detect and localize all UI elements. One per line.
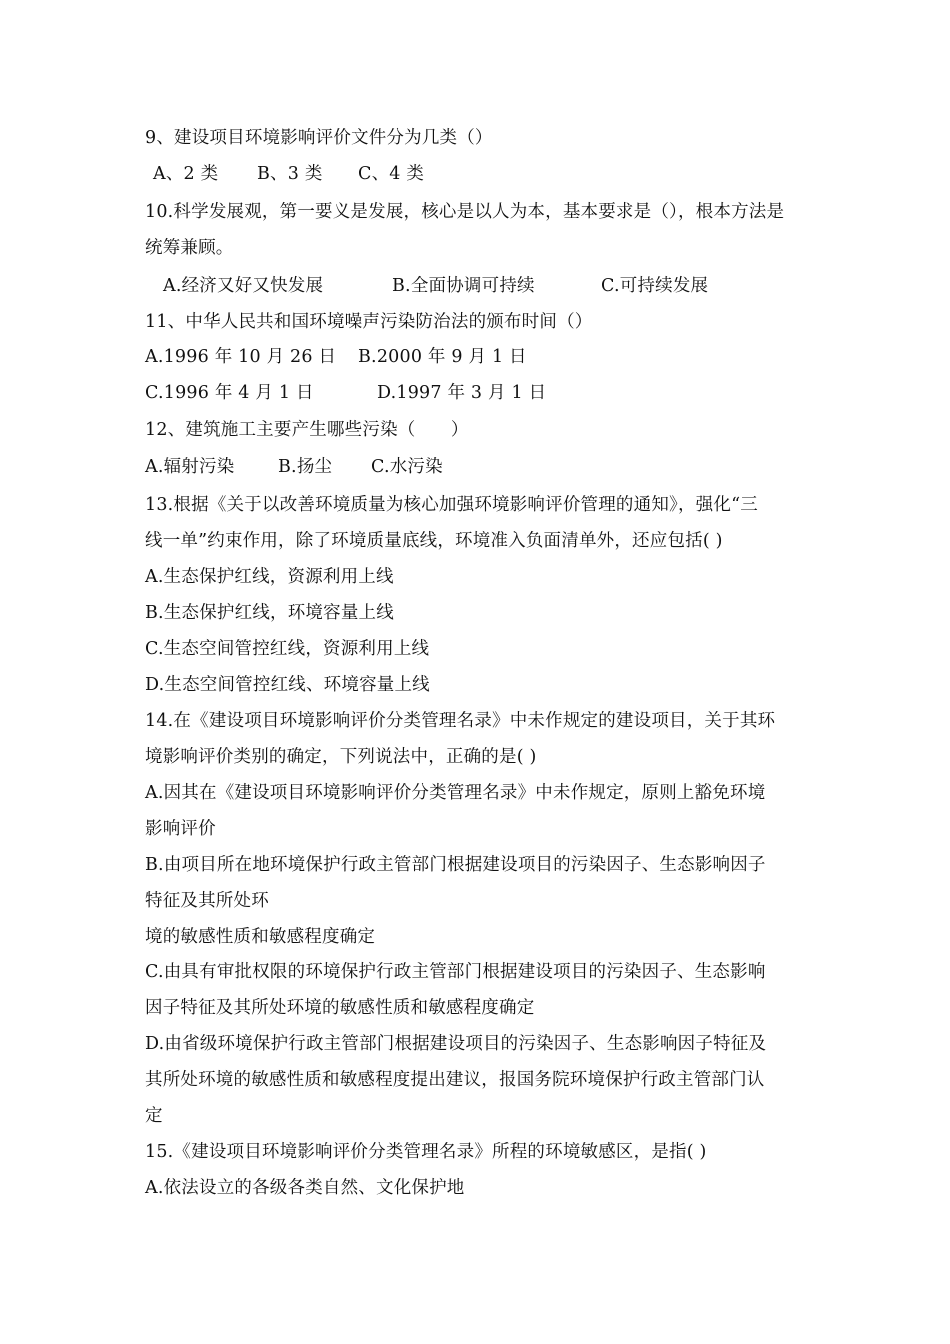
question-14-option-d-line-2: 其所处环境的敏感性质和敏感程度提出建议，报国务院环境保护行政主管部门认 bbox=[145, 1070, 765, 1090]
question-10-text-line-1: 10.科学发展观，第一要义是发展，核心是以人为本，基本要求是（），根本方法是 bbox=[145, 202, 785, 222]
question-13-option-c: C.生态空间管控红线，资源利用上线 bbox=[145, 639, 430, 659]
question-13-option-b: B.生态保护红线，环境容量上线 bbox=[145, 603, 394, 623]
question-9-text: 9、建设项目环境影响评价文件分为几类（） bbox=[145, 128, 493, 148]
question-12-text: 12、建筑施工主要产生哪些污染（ ） bbox=[145, 420, 469, 440]
question-13-option-d: D.生态空间管控红线、环境容量上线 bbox=[145, 675, 430, 695]
question-13-text-line-2: 线一单”约束作用，除了环境质量底线，环境准入负面清单外，还应包括( ) bbox=[145, 531, 723, 551]
question-14-text-line-2: 境影响评价类别的确定，下列说法中，正确的是( ) bbox=[145, 747, 537, 767]
question-14-option-b-line-3: 境的敏感性质和敏感程度确定 bbox=[145, 927, 376, 947]
question-14-option-c-line-2: 因子特征及其所处环境的敏感性质和敏感程度确定 bbox=[145, 998, 535, 1018]
question-10-option-a: A.经济又好又快发展 bbox=[163, 276, 324, 296]
question-10-text-line-2: 统筹兼顾。 bbox=[145, 238, 234, 258]
question-12-options bbox=[145, 455, 443, 479]
question-11-option-d: D.1997 年 3 月 1 日 bbox=[377, 383, 547, 403]
question-14-option-a-line-1: A.因其在《建设项目环境影响评价分类管理名录》中未作规定，原则上豁免环境 bbox=[145, 783, 766, 803]
question-11-option-c: C.1996 年 4 月 1 日 bbox=[145, 383, 314, 403]
question-11-options-row-2 bbox=[145, 381, 546, 405]
question-10-option-c: C.可持续发展 bbox=[601, 276, 709, 296]
question-14-option-d-line-1: D.由省级环境保护行政主管部门根据建设项目的污染因子、生态影响因子特征及 bbox=[145, 1034, 767, 1054]
question-14-text-line-1: 14.在《建设项目环境影响评价分类管理名录》中未作规定的建设项目，关于其环 bbox=[145, 711, 776, 731]
question-14-option-a-line-2: 影响评价 bbox=[145, 819, 216, 839]
question-11-option-b: B.2000 年 9 月 1 日 bbox=[358, 347, 527, 367]
question-10-options bbox=[163, 274, 708, 298]
question-9-option-c: C、4 类 bbox=[358, 164, 425, 184]
question-14-option-d-line-3: 定 bbox=[145, 1106, 163, 1126]
question-11-text: 11、中华人民共和国环境噪声污染防治法的颁布时间（） bbox=[145, 312, 593, 332]
question-12-option-a: A.辐射污染 bbox=[145, 457, 235, 477]
question-9-options bbox=[153, 162, 424, 186]
question-12-option-b: B.扬尘 bbox=[278, 457, 333, 477]
question-14-option-c-line-1: C.由具有审批权限的环境保护行政主管部门根据建设项目的污染因子、生态影响 bbox=[145, 962, 766, 982]
question-15-text: 15.《建设项目环境影响评价分类管理名录》所程的环境敏感区，是指( ) bbox=[145, 1142, 707, 1162]
question-14-option-b-line-2: 特征及其所处环 bbox=[145, 891, 269, 911]
question-12-option-c: C.水污染 bbox=[371, 457, 443, 477]
question-9-option-b: B、3 类 bbox=[257, 164, 323, 184]
question-13-text-line-1: 13.根据《关于以改善环境质量为核心加强环境影响评价管理的通知》，强化“三 bbox=[145, 495, 758, 515]
question-10-option-b: B.全面协调可持续 bbox=[392, 276, 535, 296]
question-13-option-a: A.生态保护红线，资源利用上线 bbox=[145, 567, 394, 587]
question-11-options-row-1 bbox=[145, 345, 527, 369]
question-14-option-b-line-1: B.由项目所在地环境保护行政主管部门根据建设项目的污染因子、生态影响因子 bbox=[145, 855, 766, 875]
question-11-option-a: A.1996 年 10 月 26 日 bbox=[145, 347, 337, 367]
question-9-option-a: A、2 类 bbox=[153, 164, 219, 184]
question-15-option-a: A.依法设立的各级各类自然、文化保护地 bbox=[145, 1178, 465, 1198]
